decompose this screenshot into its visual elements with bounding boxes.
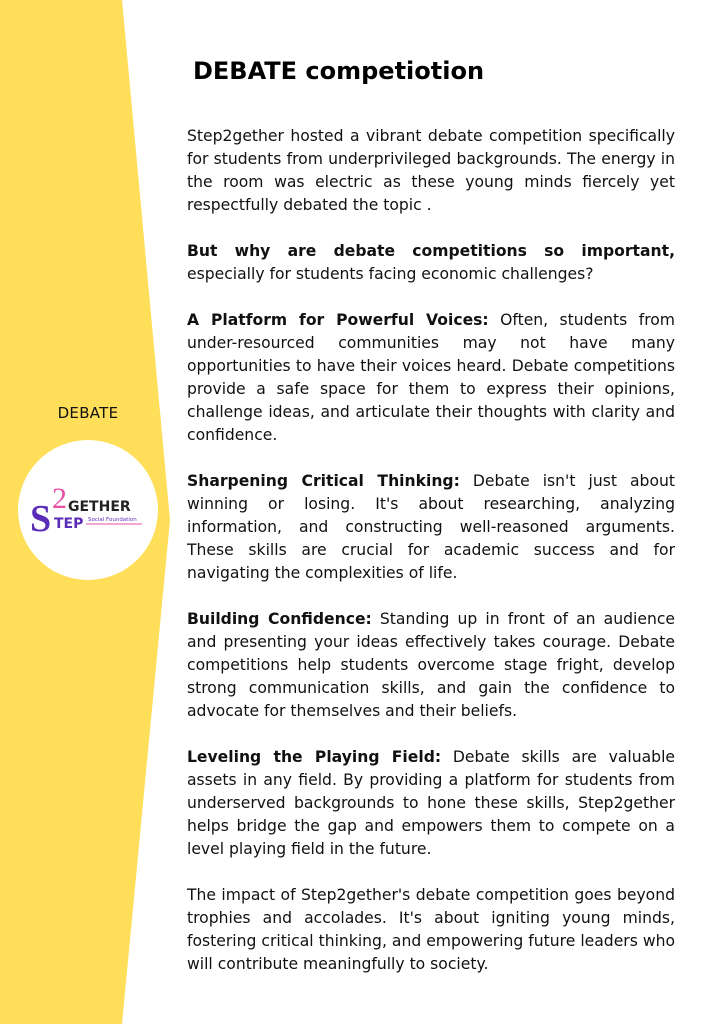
paragraph-lead: A Platform for Powerful Voices: [187,311,489,329]
paragraph-intro [187,125,675,217]
side-label: DEBATE [57,404,119,422]
paragraph-text: Standing up in front of an audience and presenting your ideas effectively takes courage. Debate competitions help students overcome stage fright, develop strong communication skills, and gain the confidence to advocate for themselves and their beliefs. [187,610,675,720]
paragraph-lead: Building Confidence: [187,610,372,628]
paragraph-powerful-voices [187,309,675,447]
paragraph-text: Step2gether hosted a vibrant debate competition specifically for students from underprivileged backgrounds. The energy in the room was electric as these young minds fiercely yet respectfully debated the topic . [187,127,675,214]
paragraph-conclusion [187,884,675,976]
step2gether-logo [18,440,158,580]
paragraph-text: Often, students from under-resourced communities may not have many opportunities to have their voices heard. Debate competitions provide a safe space for them to express their opinions, challenge ideas, and articulate their thoughts with clarity and confidence. [187,311,675,444]
paragraph-playing-field [187,746,675,861]
logo-circle [18,440,158,580]
logo-gether-text: GETHER [68,499,131,515]
paragraph-lead: But why are debate competitions so important, [187,242,675,260]
article-body [187,125,675,999]
paragraph-text: Debate isn't just about winning or losing. It's about researching, analyzing information, and constructing well-reasoned arguments. These skills are crucial for academic success and for navigating the complexities of life. [187,472,675,582]
paragraph-lead: Sharpening Critical Thinking: [187,472,460,490]
logo-numeral-2: 2 [52,482,67,515]
paragraph-text: Debate skills are valuable assets in any field. By providing a platform for students from underserved backgrounds to hone these skills, Step2gether helps bridge the gap and empowers them to compete on a level playing field in the future. [187,748,675,858]
logo-subtitle: Social Foundation [88,517,137,523]
paragraph-critical-thinking [187,470,675,585]
paragraph-text: especially for students facing economic challenges? [187,265,594,283]
page-title: DEBATE competiotion [192,57,485,85]
paragraph-text: The impact of Step2gether's debate competition goes beyond trophies and accolades. It's about igniting young minds, fostering critical thinking, and empowering future leaders who will contribute meaningfully to society. [187,886,675,973]
logo-tep-text: TEP [54,516,84,532]
paragraph-lead: Leveling the Playing Field: [187,748,442,766]
paragraph-building-confidence [187,608,675,723]
paragraph-why-important [187,240,675,286]
logo-letter-s: S [30,498,52,540]
